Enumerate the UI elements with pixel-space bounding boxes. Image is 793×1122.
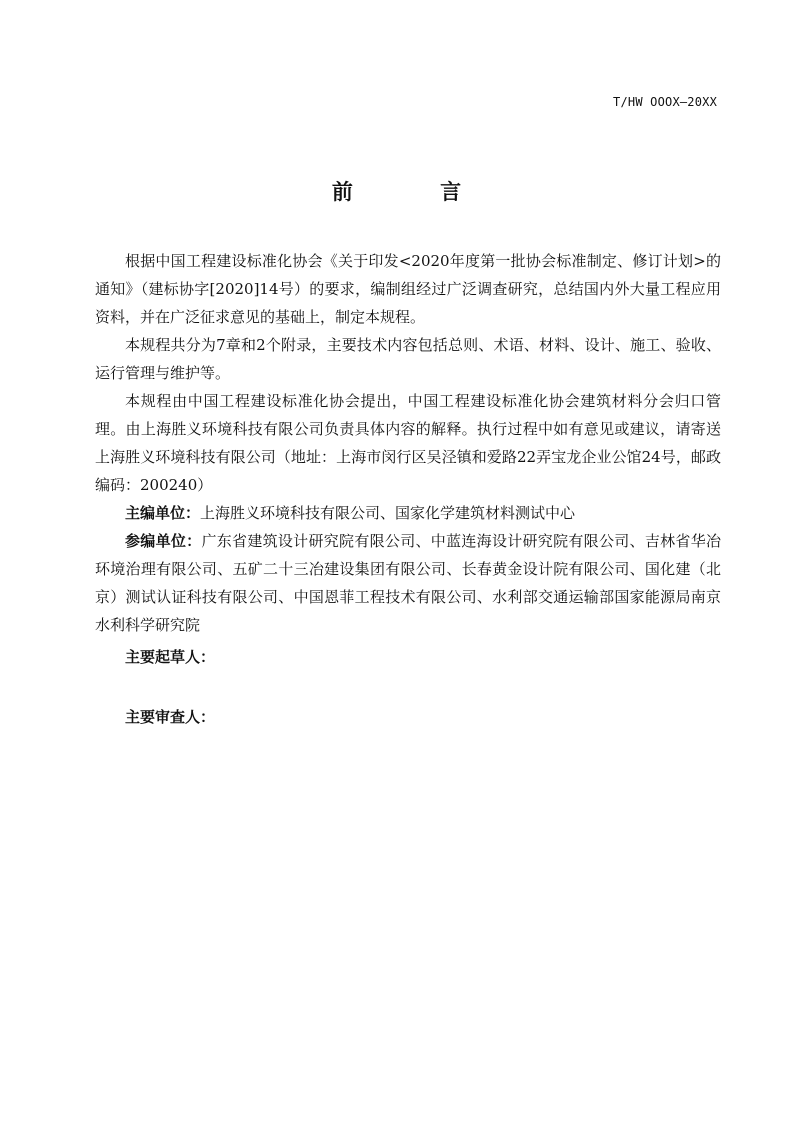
reviewers-line [95, 703, 721, 731]
reviewers-label: 主要审查人： [125, 708, 216, 726]
document-code: T/HW OOOX—20XX [613, 95, 717, 109]
chief-editor-label: 主编单位： [125, 504, 201, 522]
co-editors-value: 广东省建筑设计研究院有限公司、中蓝连海设计研究院有限公司、吉林省华冶环境治理有限公司、五矿二十三冶建设集团有限公司、长春黄金设计院有限公司、国化建（北京）测试认证科技有限公司、中国恩菲工程技术有限公司、水利部交通运输部国家能源局南京水利科学研究院 [95, 532, 721, 634]
paragraph-contents: 本规程共分为7章和2个附录，主要技术内容包括总则、术语、材料、设计、施工、验收、运行管理与维护等。 [95, 336, 721, 382]
paragraph-basis: 根据中国工程建设标准化协会《关于印发<2020年度第一批协会标准制定、修订计划>的通知》（建标协字[2020]14号）的要求，编制组经过广泛调查研究，总结国内外大量工程应用资料，并在广泛征求意见的基础上，制定本规程。 [95, 252, 721, 326]
document-body [95, 247, 721, 731]
chief-editor-line [95, 499, 721, 527]
co-editors-label: 参编单位： [125, 532, 202, 550]
drafters-label: 主要起草人： [125, 648, 216, 666]
page-title: 前 言 [331, 179, 502, 204]
chief-editor-value: 上海胜义环境科技有限公司、国家化学建筑材料测试中心 [200, 504, 576, 522]
paragraph-management: 本规程由中国工程建设标准化协会提出，中国工程建设标准化协会建筑材料分会归口管理。由上海胜义环境科技有限公司负责具体内容的解释。执行过程中如有意见或建议，请寄送上海胜义环境科技有限公司（地址：上海市闵行区吴泾镇和爱路22弄宝龙企业公馆24号，邮政编码：200240） [95, 392, 721, 494]
drafters-line [95, 643, 721, 671]
co-editors-line [95, 527, 721, 639]
